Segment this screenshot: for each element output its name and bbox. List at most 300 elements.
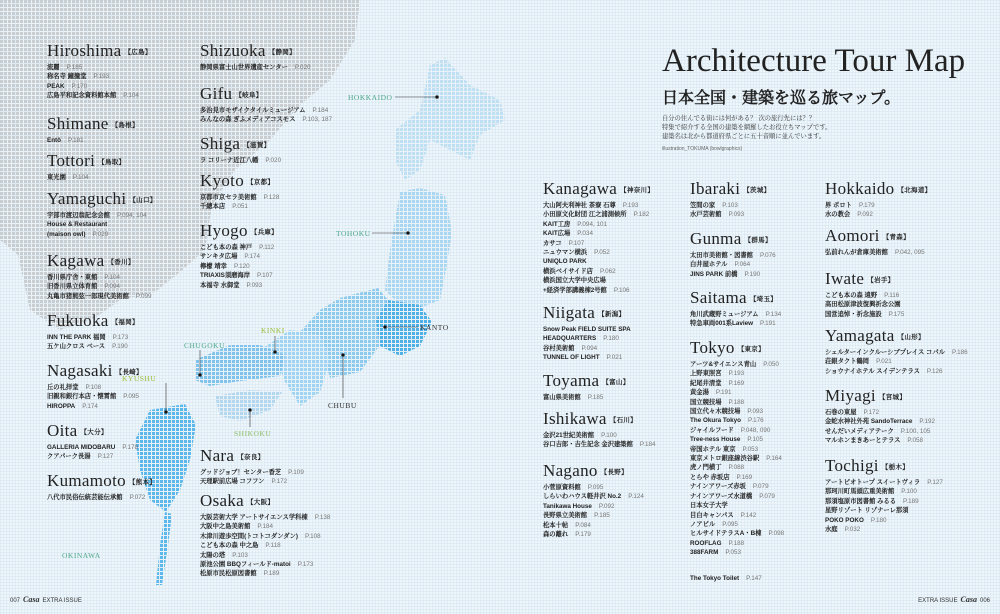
page-reference: P.093: [246, 281, 263, 289]
building-name: 八代市民俗伝統芸能伝承館: [47, 494, 123, 501]
building-entry: [200, 202, 279, 211]
folio-left: [10, 595, 82, 604]
building-name: 荘銀タクト鶴岡: [825, 358, 870, 366]
prefecture-block: [825, 270, 904, 319]
building-name: 上野東照宮: [690, 370, 722, 378]
prefecture-block: [825, 327, 968, 376]
page-reference: P.094: [104, 283, 121, 291]
page-reference: P.079: [752, 483, 769, 491]
building-entry: [825, 408, 935, 417]
building-entry: [200, 156, 281, 165]
building-name: 旧香川県立体育館: [47, 283, 98, 291]
illustration-credit: illustration_TOKUMA (bowlgraphics): [662, 146, 743, 152]
building-entry: [47, 91, 152, 100]
prefecture-name-jp: 【群馬】: [744, 236, 772, 245]
prefecture-heading: [543, 410, 656, 428]
prefecture-heading: [47, 190, 157, 208]
building-entry: [200, 243, 278, 252]
page-reference: P.103, 187: [302, 116, 333, 124]
prefecture-block: [47, 252, 152, 301]
page-reference: P.020: [294, 64, 311, 71]
prefecture-name: Hiroshima: [47, 41, 122, 60]
prefecture-name: Nara: [200, 446, 235, 465]
prefecture-block: [200, 492, 330, 579]
building-name: 京都市京セラ美術館: [200, 194, 257, 201]
building-name: ナインアワーズ赤坂: [690, 483, 746, 491]
building-entry: [825, 248, 925, 257]
page-reference: P.192: [919, 418, 936, 426]
prefecture-block: [200, 447, 304, 487]
building-name: The Tokyo Toilet: [690, 575, 740, 582]
page-number: 006: [979, 598, 990, 604]
prefecture-heading: [200, 222, 278, 240]
prefecture-name-jp: 【静岡】: [268, 48, 296, 57]
building-name: 称名寺 鐘撞堂: [47, 73, 87, 81]
page-reference: P.174: [82, 402, 98, 410]
building-name: 丘の礼拝堂: [47, 384, 79, 391]
prefecture-heading: [825, 457, 943, 475]
prefecture-heading: [543, 180, 654, 198]
page-reference: P.021: [606, 354, 623, 362]
page-number: 007: [10, 598, 21, 604]
page-reference: P.185: [66, 64, 83, 71]
building-entry: [47, 282, 152, 291]
building-entry: [47, 72, 152, 81]
page-reference: P.190: [112, 343, 128, 351]
prefecture-name-jp: 【鳥取】: [98, 158, 126, 167]
building-entry: [543, 511, 644, 520]
building-entry: [690, 251, 776, 260]
region-label-hokkaido: HOKKAIDO: [348, 93, 393, 102]
building-entry: [690, 369, 784, 378]
prefecture-name: Yamaguchi: [47, 189, 127, 208]
page-reference: P.142: [740, 511, 757, 519]
page-reference: P.127: [97, 453, 114, 461]
page-reference: P.048, 090: [740, 426, 771, 434]
prefecture-block: [200, 135, 281, 165]
building-name: 五ケ山クロス ベース: [47, 343, 106, 351]
building-entry: [200, 569, 330, 578]
building-entry: [543, 220, 654, 229]
building-name: 白井屋ホテル: [690, 261, 728, 269]
building-name: UNIQLO PARK 横浜ベイサイド店: [543, 258, 593, 275]
building-name: 金沢21世紀美術館: [543, 432, 595, 439]
page-reference: P.185: [594, 512, 610, 520]
building-name: 日本女子大学 目白キャンパス: [690, 502, 734, 519]
building-name: 木津川遊歩空間(トコトコダンダン): [200, 532, 299, 540]
page-reference: P.088: [728, 464, 745, 472]
prefecture-heading: [825, 270, 904, 288]
building-entry: [543, 325, 631, 344]
page-reference: P.164: [766, 455, 782, 463]
prefecture-name-jp: 【山形】: [897, 333, 925, 342]
building-entry: [200, 532, 330, 541]
building-entry: [47, 342, 139, 351]
page-reference: P.098: [768, 530, 785, 538]
building-entry: [47, 383, 143, 392]
building-name: PEAK: [47, 82, 65, 90]
building-name: 静岡県富士山世界遺産センター: [200, 64, 288, 71]
building-entry: [690, 482, 784, 491]
building-entry: [200, 63, 311, 72]
prefecture-heading: [825, 387, 935, 405]
building-name: Tree-ness House: [690, 436, 741, 444]
building-entry: [690, 539, 784, 548]
building-name: 天理駅前広場 コフフン: [200, 478, 265, 486]
building-name: 小田原文化財団 江之浦測候所: [543, 211, 627, 219]
prefecture-heading: [825, 180, 931, 198]
page-reference: P.188: [728, 398, 745, 406]
page-reference: P.064: [734, 261, 751, 269]
page-reference: P.105: [747, 436, 764, 444]
building-name: ラ コリーナ近江八幡: [200, 157, 259, 164]
prefecture-name-jp: 【京都】: [247, 178, 275, 187]
page-reference: P.188: [728, 539, 745, 547]
building-name: KAIT工房: [543, 220, 571, 228]
prefecture-heading: [47, 252, 152, 270]
page-reference: P.050: [763, 361, 779, 368]
page-reference: P.120: [233, 262, 250, 270]
building-entry: [543, 492, 644, 501]
building-entry: [690, 360, 784, 369]
building-name: 太陽の塔: [200, 551, 226, 559]
building-entry: [825, 417, 935, 426]
building-name: 紀尾井清堂: [690, 379, 722, 387]
building-name: 虎ノ門横丁: [690, 464, 722, 472]
page-reference: P.092: [857, 211, 873, 219]
building-entry: [690, 260, 776, 269]
prefecture-name: Tochigi: [825, 456, 879, 475]
prefecture-name: Oita: [47, 421, 78, 440]
page-reference: P.191: [715, 389, 732, 397]
prefecture-name: Tokyo: [690, 338, 735, 357]
page-reference: P.100: [901, 488, 917, 496]
prefecture-name-jp: 【岩手】: [867, 276, 895, 285]
building-entry: [690, 548, 784, 557]
page-reference: P.092: [598, 502, 615, 510]
building-entry: [543, 257, 654, 276]
building-name: 大阪中之島美術館: [200, 523, 251, 531]
prefecture-block: [200, 85, 332, 125]
page-reference: P.173: [112, 334, 129, 341]
prefecture-name-jp: 【熊本】: [128, 478, 157, 487]
building-name: 星野リゾート リゾナーレ那須 POKO POKO: [825, 507, 909, 524]
prefecture-heading: [200, 135, 281, 153]
building-entry: [690, 201, 770, 210]
building-entry: [200, 193, 279, 202]
page-reference: P.042, 095: [894, 249, 925, 256]
building-entry: [543, 248, 654, 257]
page-reference: P.103: [232, 551, 248, 559]
building-name: マルホンまきあーとテラス: [825, 437, 901, 445]
building-entry: [825, 367, 968, 376]
building-name: 富山県美術館: [543, 394, 581, 401]
page-reference: P.178: [122, 444, 138, 451]
page-reference: P.190: [744, 270, 761, 278]
building-entry: [200, 513, 330, 522]
building-entry: [47, 273, 152, 282]
building-entry: [200, 281, 278, 290]
building-entry: [47, 392, 143, 401]
building-entry: [47, 220, 157, 239]
page-reference: P.034: [577, 230, 593, 238]
page-reference: P.104: [123, 92, 139, 100]
prefecture-block: [825, 180, 931, 220]
building-name: アートビオトープ スイートヴィラ: [825, 479, 921, 486]
page-reference: P.180: [870, 516, 887, 524]
prefecture-name-jp: 【宮城】: [878, 393, 907, 402]
building-entry: [690, 501, 784, 520]
page-reference: P.118: [265, 542, 281, 550]
building-name: ヒルサイドテラスA・B棟: [690, 530, 762, 538]
page-reference: P.169: [728, 379, 745, 387]
prefecture-block: [543, 180, 654, 295]
prefecture-heading: [47, 42, 152, 60]
building-entry: [47, 333, 139, 342]
building-name: The Okura Tokyo: [690, 417, 741, 425]
prefecture-block: [825, 387, 935, 446]
prefecture-name-jp: 【神奈川】: [620, 186, 655, 195]
building-entry: [825, 300, 904, 319]
prefecture-block: [47, 472, 156, 502]
prefecture-heading: [690, 230, 776, 248]
building-entry: [690, 435, 784, 444]
building-name: Tanikawa House: [543, 502, 592, 510]
page-reference: P.108: [305, 532, 321, 540]
page-reference: P.173: [297, 561, 314, 569]
building-name: TRIAXIS須磨海岸: [200, 272, 251, 280]
building-entry: [543, 239, 654, 248]
building-name: みんなの森 ぎふメディアコスモス: [200, 116, 296, 124]
prefecture-name: Toyama: [543, 371, 600, 390]
page-reference: P.029: [92, 230, 109, 238]
building-name: GALLERIA MIDOBARU: [47, 444, 116, 451]
building-entry: [690, 379, 784, 388]
region-label-okinawa: OKINAWA: [62, 551, 101, 560]
prefecture-heading: [47, 422, 138, 440]
prefecture-name: Kumamoto: [47, 471, 126, 490]
building-entry: [543, 353, 631, 362]
building-name: 388FARM: [690, 549, 719, 557]
region-tohoku: [385, 188, 452, 308]
building-name: 千總本店: [200, 203, 226, 211]
building-name: 東京メトロ銀座線渋谷駅: [690, 455, 760, 463]
building-entry: [690, 310, 781, 319]
building-entry: [825, 357, 968, 366]
building-entry: [543, 483, 644, 492]
prefecture-heading: [200, 492, 330, 510]
building-entry: [825, 506, 943, 525]
page-reference: P.193: [622, 202, 639, 209]
region-label-shikoku: SHIKOKU: [234, 429, 272, 438]
prefecture-block: [47, 42, 152, 101]
building-entry: [47, 82, 152, 91]
prefecture-name: Shizuoka: [200, 41, 266, 60]
issue-label: EXTRA ISSUE: [42, 598, 82, 604]
building-entry: [543, 530, 644, 539]
prefecture-name-jp: 【青森】: [882, 233, 910, 242]
building-entry: [543, 344, 631, 353]
region-hokkaido: [395, 58, 505, 180]
prefecture-name-jp: 【埼玉】: [749, 295, 778, 304]
building-name: 大山阿夫利神社 茶寮 石尊: [543, 202, 616, 209]
folio-right: [918, 595, 990, 604]
building-name: HIROPPA: [47, 402, 76, 410]
building-name: 横浜国立大学中央広場 +経済学部講義棟2号館: [543, 277, 607, 294]
page-reference: P.051: [232, 203, 248, 211]
page-reference: P.094: [581, 344, 598, 352]
page-reference: P.020: [265, 157, 282, 164]
region-label-chubu: CHUBU: [328, 401, 357, 410]
building-name: 国立代々木競技場: [690, 408, 741, 416]
building-entry: [825, 436, 935, 445]
prefecture-name-jp: 【長崎】: [115, 368, 143, 377]
page-reference: P.052: [594, 249, 610, 257]
prefecture-name: Hyogo: [200, 221, 248, 240]
building-name: 国立競技場: [690, 398, 722, 406]
building-name: ノアビル: [690, 520, 716, 528]
region-chugoku: [195, 345, 285, 386]
page-reference: P.179: [858, 202, 875, 209]
region-label-kinki: KINKI: [261, 326, 285, 335]
prefecture-name: Nagano: [543, 461, 598, 480]
prefecture-name: Iwate: [825, 269, 865, 288]
building-entry: [543, 393, 630, 402]
building-name: 弘前れんが倉庫美術館: [825, 249, 888, 256]
building-entry: [690, 492, 784, 501]
region-label-kyushu: KYUSHU: [122, 374, 157, 383]
building-name: 高田松原津波復興祈念公園 国営追悼・祈念施設: [825, 301, 901, 318]
building-entry: [690, 520, 784, 529]
building-name: ニュウマン横浜: [543, 249, 588, 257]
page-reference: P.186: [951, 349, 968, 356]
building-entry: [825, 210, 931, 219]
building-name: しらいわハウス軽井沢 No.2: [543, 493, 622, 501]
page-reference: P.058: [907, 437, 924, 445]
page-reference: P.095: [722, 520, 738, 528]
prefecture-block: [690, 230, 776, 279]
prefecture-name: Gifu: [200, 84, 233, 103]
building-name: カサコ: [543, 239, 562, 247]
prefecture-name-jp: 【東京】: [737, 345, 765, 354]
prefecture-heading: [690, 289, 781, 307]
building-name: ROOFLAG: [690, 539, 722, 547]
building-entry: [690, 454, 784, 463]
prefecture-block: [690, 574, 762, 583]
building-entry: [200, 106, 332, 115]
prefecture-name-jp: 【香川】: [107, 258, 135, 267]
building-name: 東光園: [47, 174, 66, 181]
building-name: アーツ&サイエンス青山: [690, 361, 757, 368]
prefecture-block: [825, 227, 925, 257]
building-entry: [690, 426, 784, 435]
building-name: こども本の森 遠野: [825, 292, 878, 299]
prefecture-block: [200, 42, 311, 72]
prefecture-block: [543, 304, 631, 363]
building-name: 原池公園 BBQフィールド-matoi: [200, 561, 291, 569]
prefecture-block: [47, 362, 143, 411]
page-reference: P.176: [747, 417, 764, 425]
region-label-chugoku: CHUGOKU: [184, 341, 225, 350]
building-entry: [47, 292, 152, 301]
building-name: こども本の森 神戸: [200, 244, 253, 251]
prefecture-name-jp: 【長野】: [600, 468, 628, 477]
page-reference: P.170: [71, 82, 88, 90]
prefecture-name: Kyoto: [200, 171, 244, 190]
building-entry: [47, 136, 139, 145]
prefecture-name-jp: 【新潟】: [598, 310, 626, 319]
page-reference: P.169: [736, 473, 753, 481]
building-entry: [543, 440, 656, 449]
building-name: 角川武蔵野ミュージアム: [690, 311, 759, 318]
building-name: 谷村美術館: [543, 344, 575, 352]
page-reference: P.116: [884, 292, 900, 299]
building-name: 檸檬 靖幸: [200, 262, 227, 270]
page-reference: P.172: [863, 409, 880, 416]
page-reference: P.174: [244, 253, 261, 261]
building-entry: [690, 319, 781, 328]
prefecture-name-jp: 【山口】: [129, 196, 157, 205]
page-reference: P.181: [68, 137, 84, 144]
building-entry: [690, 398, 784, 407]
page-reference: P.185: [587, 394, 604, 401]
building-entry: [543, 502, 644, 511]
page-title: Architecture Tour Map: [662, 43, 966, 79]
prefecture-name-jp: 【北海道】: [897, 186, 932, 195]
building-name: 旧親和銀行本店・懐霄館: [47, 393, 117, 401]
prefecture-block: [47, 190, 157, 239]
region-shikoku: [215, 390, 282, 421]
building-name: グッドジョブ！センター香芝: [200, 469, 282, 476]
prefecture-name: Yamagata: [825, 326, 895, 345]
building-name: Entô: [47, 137, 61, 144]
prefecture-name-jp: 【大阪】: [246, 498, 275, 507]
building-name: ジャイルフード: [690, 426, 734, 434]
building-entry: [825, 291, 904, 300]
prefecture-heading: [543, 372, 630, 390]
page-reference: P.189: [263, 570, 280, 578]
prefecture-name: Ishikawa: [543, 409, 607, 428]
prefecture-heading: [825, 327, 968, 345]
building-name: 本福寺 水御堂: [200, 281, 240, 289]
building-name: 大阪芸術大学 アートサイエンス学科棟: [200, 514, 308, 521]
page-reference: P.099: [135, 292, 152, 300]
page-reference: P.062: [599, 267, 616, 275]
page-reference: P.021: [876, 358, 892, 366]
intro-text: 自分の住んでる街には何がある？ 次の旅行先には？？ 特集で紹介する全国の建築を網羅したお役立ちマップです。 建築名は北から都道府県ごとに五十音順に並んでいます。: [662, 115, 832, 140]
prefecture-name-jp: 【滋賀】: [243, 141, 271, 150]
building-entry: [690, 445, 784, 454]
building-entry: [200, 560, 330, 569]
building-entry: [47, 63, 152, 72]
building-entry: [690, 574, 762, 583]
building-name: 広島平和記念資料館本館: [47, 92, 117, 100]
building-name: シェルターインクルーシブプレイス コパル: [825, 349, 945, 356]
page-reference: P.079: [759, 492, 775, 500]
page-reference: P.138: [314, 514, 331, 521]
prefecture-block: [543, 372, 630, 402]
building-name: 石巻の東屋: [825, 409, 857, 416]
magazine-logo: Casa: [23, 595, 40, 604]
building-name: 界 ポロト: [825, 202, 852, 209]
building-entry: [200, 541, 330, 550]
page-reference: P.189: [903, 497, 919, 505]
page-reference: P.134: [765, 311, 782, 318]
prefecture-block: [200, 172, 279, 212]
prefecture-block: [47, 312, 139, 352]
building-name: 香川県庁舎・東館: [47, 274, 98, 281]
building-name: こども本の森 中之島: [200, 542, 259, 550]
